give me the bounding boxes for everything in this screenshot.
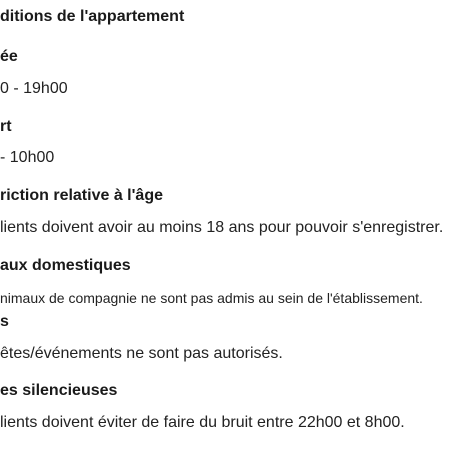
section-value-departure: - 10h00 <box>0 149 55 166</box>
section-heading-pets: aux domestiques <box>0 257 131 274</box>
section-value-quiet-hours: lients doivent éviter de faire du bruit entre 22h00 et 8h00. <box>0 414 405 431</box>
page-title: ditions de l'appartement <box>0 8 185 25</box>
section-heading-quiet-hours: es silencieuses <box>0 382 118 399</box>
section-value-age-restriction: lients doivent avoir au moins 18 ans pour pouvoir s'enregistrer. <box>0 219 444 236</box>
section-value-arrival: 0 - 19h00 <box>0 80 68 97</box>
section-heading-parties: s <box>0 313 9 330</box>
section-value-parties: êtes/événements ne sont pas autorisés. <box>0 345 283 362</box>
section-heading-age-restriction: riction relative à l'âge <box>0 187 163 204</box>
section-heading-departure: rt <box>0 118 12 135</box>
section-value-pets: nimaux de compagnie ne sont pas admis au sein de l'établissement. <box>0 290 423 306</box>
section-heading-arrival: ée <box>0 48 18 65</box>
